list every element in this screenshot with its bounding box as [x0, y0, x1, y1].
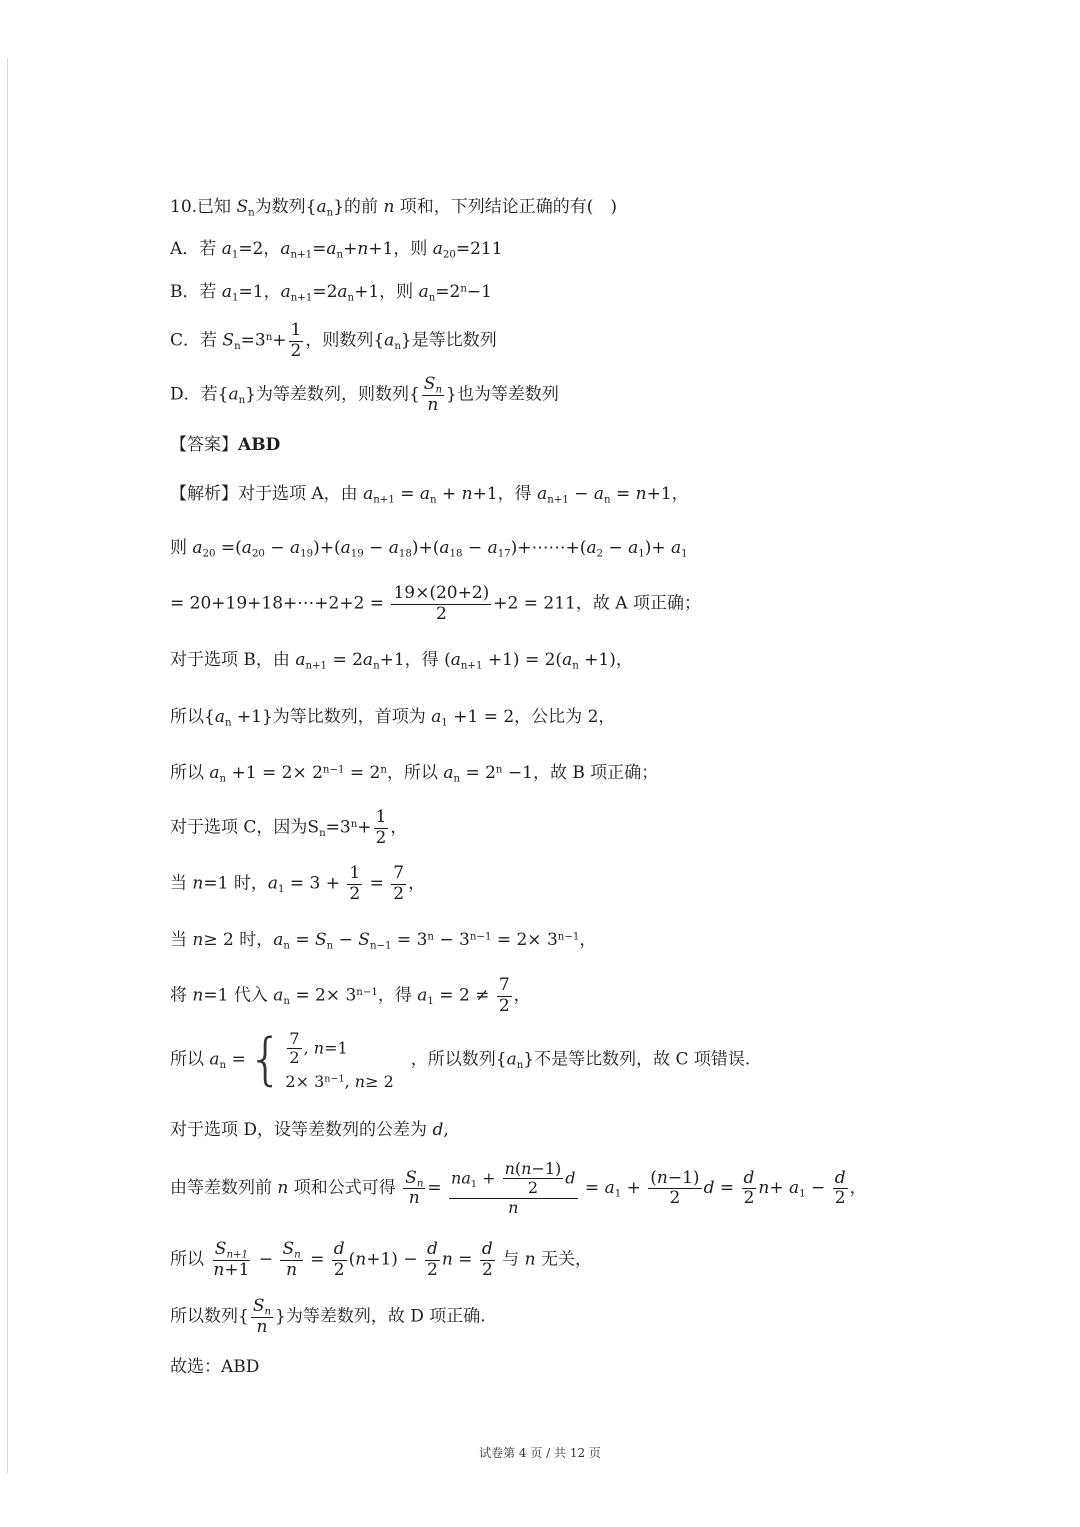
analysis-line-4: 对于选项 B，由 $a_{n+1} = 2a_n+1$，得 $(a_{n+1} +1) = 2(a_n +1)$， [170, 650, 633, 672]
analysis-line-1: 【解析】对于选项 A，由 $a_{n+1} = a_n + n+1$，得 $a_{n+1} - a_n = n+1$， [170, 484, 689, 506]
page-footer: 试卷第 4 页 / 共 12 页 [479, 1446, 601, 1460]
analysis-line-7: 对于选项 C，因为$S_n=3^n+$ $\frac{1}{2}$ ， [170, 807, 408, 848]
analysis-line-5: 所以$\{a_n +1\}$为等比数列，首项为 $a_1 +1 = 2$，公比为 2， [170, 707, 616, 729]
answer-label: 【答案】 [170, 435, 238, 455]
analysis-line-14: 所以 $\frac{S_{n+1}}{n+1}$ − $\frac{S_n}{n}$ = $\frac{d}{2}$ (n+1) − $\frac{d}{2}$ n = $\frac{d}{2}$ 与 n 无关， [170, 1239, 592, 1280]
analysis-line-3: = 20+19+18+⋯+2+2 = $\frac{19\times(20+2)}{2}$ +2 = 211，故 A 项正确； [170, 583, 701, 624]
piecewise-brace: { [247, 1026, 284, 1092]
answer-value: ABD [238, 435, 281, 455]
analysis-line-15: 所以数列{ $\frac{S_n}{n}$ }为等差数列，故 D 项正确. [170, 1296, 486, 1337]
analysis-line-12: 对于选项 D，设等差数列的公差为 d, [170, 1120, 449, 1140]
analysis-line-11: 所以 $a_n$ = { $\frac{7}{2}$ , n=1 $2\times 3^{n-1}$, n≥ 2 ，所以数列$\{a_n\}$不是等比数列，故 C 项错误. [170, 1026, 751, 1092]
analysis-line-6: 所以 $a_n +1 = 2\times 2^{n-1} = 2^n$，所以 $a_n = 2^n -1$，故 B 项正确； [170, 763, 659, 785]
option-a: A．若 $a_1=2$，$a_{n+1}=a_n+n+1$，则 $a_{20}=211$ [170, 239, 503, 261]
option-d: D．若$\{a_n\}$为等差数列，则数列{ $\frac{S_n}{n}$ }也为等差数列 [170, 374, 559, 415]
answer-line [170, 437, 280, 454]
analysis-line-13: 由等差数列前 n 项和公式可得 $\frac{S_n}{n}$ = $na_1$ + $\frac{n(n-1)}{2}$ d n = $a_1$ + $\frac{(n-1)}{2}$ d = $\frac{d}{2}$ $n+ a_1$ − $\frac{d}{2}$ ， [170, 1159, 867, 1217]
analysis-line-10: 将 n=1 代入 $a_n = 2\times 3^{n-1}$，得 $a_1 = 2$ ≠ $\frac{7}{2}$ ， [170, 975, 531, 1016]
option-c: C．若 $S_n=3^n+$ $\frac{1}{2}$ ，则数列$\{a_n\}$是等比数列 [170, 320, 497, 361]
option-b: B．若 $a_1=1$，$a_{n+1}=2a_n+1$，则 $a_n=2^n-1$ [170, 282, 492, 304]
analysis-label: 【解析】 [170, 484, 238, 504]
analysis-line-8: 当 n=1 时，$a_1 = 3$ + $\frac{1}{2}$ = $\frac{7}{2}$ ， [170, 863, 426, 904]
page-left-edge-line [7, 58, 8, 1473]
question-stem: 10.已知 $S_n$为数列$\{a_n\}$的前 n 项和，下列结论正确的有( ) [170, 197, 618, 219]
analysis-line-9: 当 n≥ 2 时，$a_n = S_n - S_{n-1} = 3^n - 3^{n-1} = 2\times 3^{n-1}$， [170, 930, 597, 952]
analysis-line-2: 则 $a_{20} =(a_{20} - a_{19})+(a_{19} - a_{18})+(a_{18}$ − $a_{17})+\cdots\cdots+(a_2 - a_1)+ a_1$ [170, 538, 688, 560]
analysis-line-16: 故选：ABD [170, 1357, 260, 1377]
